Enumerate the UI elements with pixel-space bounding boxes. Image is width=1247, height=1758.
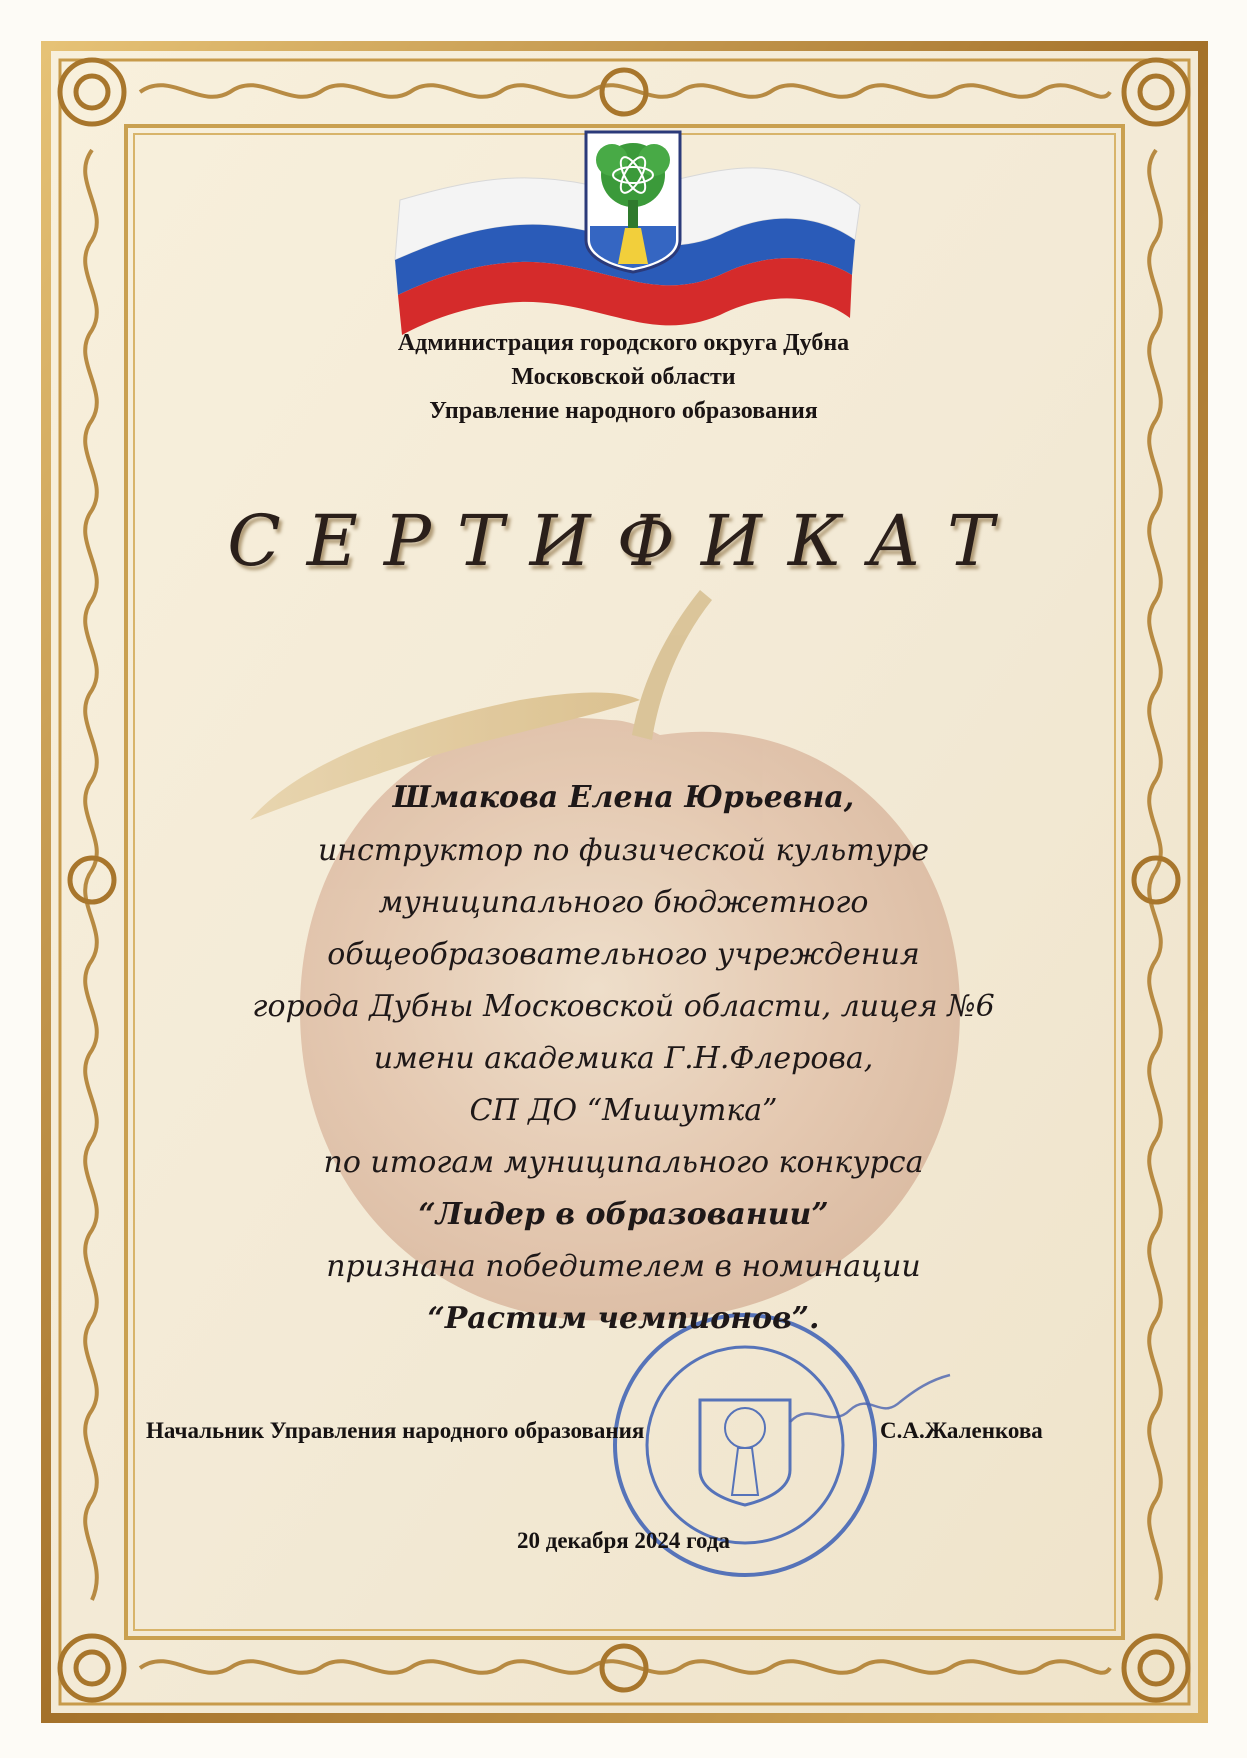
award-line: признана победителем в номинации <box>326 1249 921 1284</box>
body-line-4: города Дубны Московской области, лицея №6 <box>252 989 995 1024</box>
nomination-name: “Растим чемпионов”. <box>427 1301 820 1336</box>
recipient-name: Шмакова Елена Юрьевна, <box>392 780 855 815</box>
header-line-2: Московской области <box>511 364 736 390</box>
header-line-1: Администрация городского округа Дубна <box>397 330 850 356</box>
body-line-2: муниципального бюджетного <box>378 885 869 920</box>
body-line-5: имени академика Г.Н.Флерова, <box>373 1041 874 1076</box>
body-line-7: по итогам муниципального конкурса <box>323 1145 924 1180</box>
signatory-position: Начальник Управления народного образования <box>146 1418 645 1443</box>
contest-name: “Лидер в образовании” <box>418 1197 829 1232</box>
body-line-6: СП ДО “Мишутка” <box>469 1093 778 1128</box>
issue-date: 20 декабря 2024 года <box>516 1528 731 1553</box>
certificate-title: СЕРТИФИКАТ <box>227 500 1020 582</box>
body-line-1: инструктор по физической культуре <box>317 833 930 868</box>
signatory-name: С.А.Жаленкова <box>880 1418 1043 1443</box>
header-line-3: Управление народного образования <box>429 398 818 424</box>
body-line-3: общеобразовательного учреждения <box>327 937 920 972</box>
coat-of-arms <box>586 132 680 272</box>
